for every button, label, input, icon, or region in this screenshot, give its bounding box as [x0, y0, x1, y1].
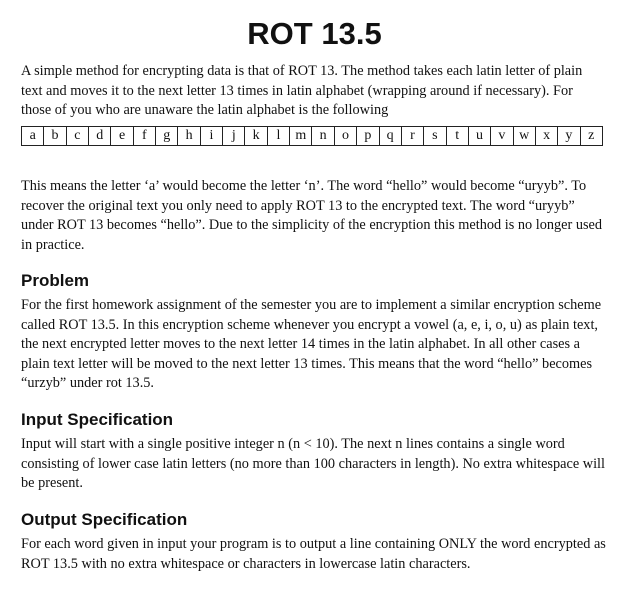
alphabet-cell-v: v [491, 127, 513, 145]
alphabet-cell-r: r [402, 127, 424, 145]
alphabet-cell-o: o [335, 127, 357, 145]
alphabet-cell-a: a [22, 127, 44, 145]
problem-paragraph: For the first homework assignment of the semester you are to implement a similar encryption scheme called ROT 13.5. In this encryption scheme whenever you encrypt a vowel (a, e, i, o, u) as plain text, the next encrypted letter moves to the next letter 14 times in the latin alphabet. In all other cases a plain text letter will be moved to the next letter 13 times. This means that the word “hello” becomes “urzyb” under rot 13.5. [21, 297, 602, 392]
alphabet-cell-d: d [89, 127, 111, 145]
alphabet-cell-l: l [268, 127, 290, 145]
alphabet-cell-n: n [312, 127, 334, 145]
alphabet-cell-t: t [447, 127, 469, 145]
alphabet-cell-f: f [134, 127, 156, 145]
alphabet-table [21, 126, 603, 146]
page-title: ROT 13.5 [247, 16, 382, 51]
alphabet-cell-m: m [290, 127, 312, 145]
alphabet-cell-e: e [111, 127, 133, 145]
alphabet-cell-s: s [424, 127, 446, 145]
input-specification-paragraph: Input will start with a single positive integer n (n < 10). The next n lines contains a single word consisting of lower case latin letters (no more than 100 characters in length). No extra whitespace will be present. [21, 436, 605, 492]
alphabet-cell-u: u [469, 127, 491, 145]
alphabet-cell-x: x [536, 127, 558, 145]
alphabet-cell-b: b [44, 127, 66, 145]
intro-paragraph: A simple method for encrypting data is that of ROT 13. The method takes each latin letter of plain text and moves it to the next letter 13 times in latin alphabet (wrapping around if necessary). For those of you who are unaware the latin alphabet is the following [21, 63, 583, 119]
alphabet-cell-i: i [201, 127, 223, 145]
output-specification-paragraph: For each word given in input your program is to output a line containing ONLY the word encrypted as ROT 13.5 with no extra whitespace or characters in lowercase latin characters. [21, 536, 606, 572]
alphabet-cell-p: p [357, 127, 379, 145]
alphabet-cell-g: g [156, 127, 178, 145]
alphabet-cell-c: c [67, 127, 89, 145]
alphabet-cell-z: z [588, 128, 595, 143]
alphabet-cell-h: h [178, 127, 200, 145]
alphabet-cell-y: y [558, 127, 580, 145]
alphabet-cell-w: w [514, 127, 536, 145]
alphabet-cell-q: q [380, 127, 402, 145]
alphabet-cell-k: k [245, 127, 267, 145]
alphabet-cell-j: j [223, 127, 245, 145]
output-specification-heading: Output Specification [21, 510, 188, 529]
rot13-description-paragraph: This means the letter ‘a’ would become the letter ‘n’. The word “hello” would become “uryyb”. To recover the original text you only need to apply ROT 13 to the encrypted text. The word “uryyb” under ROT 13 becomes “hello”. Due to the simplicity of the encryption this method is no longer used in practice. [21, 178, 603, 253]
problem-heading: Problem [21, 271, 90, 290]
input-specification-heading: Input Specification [21, 410, 174, 429]
